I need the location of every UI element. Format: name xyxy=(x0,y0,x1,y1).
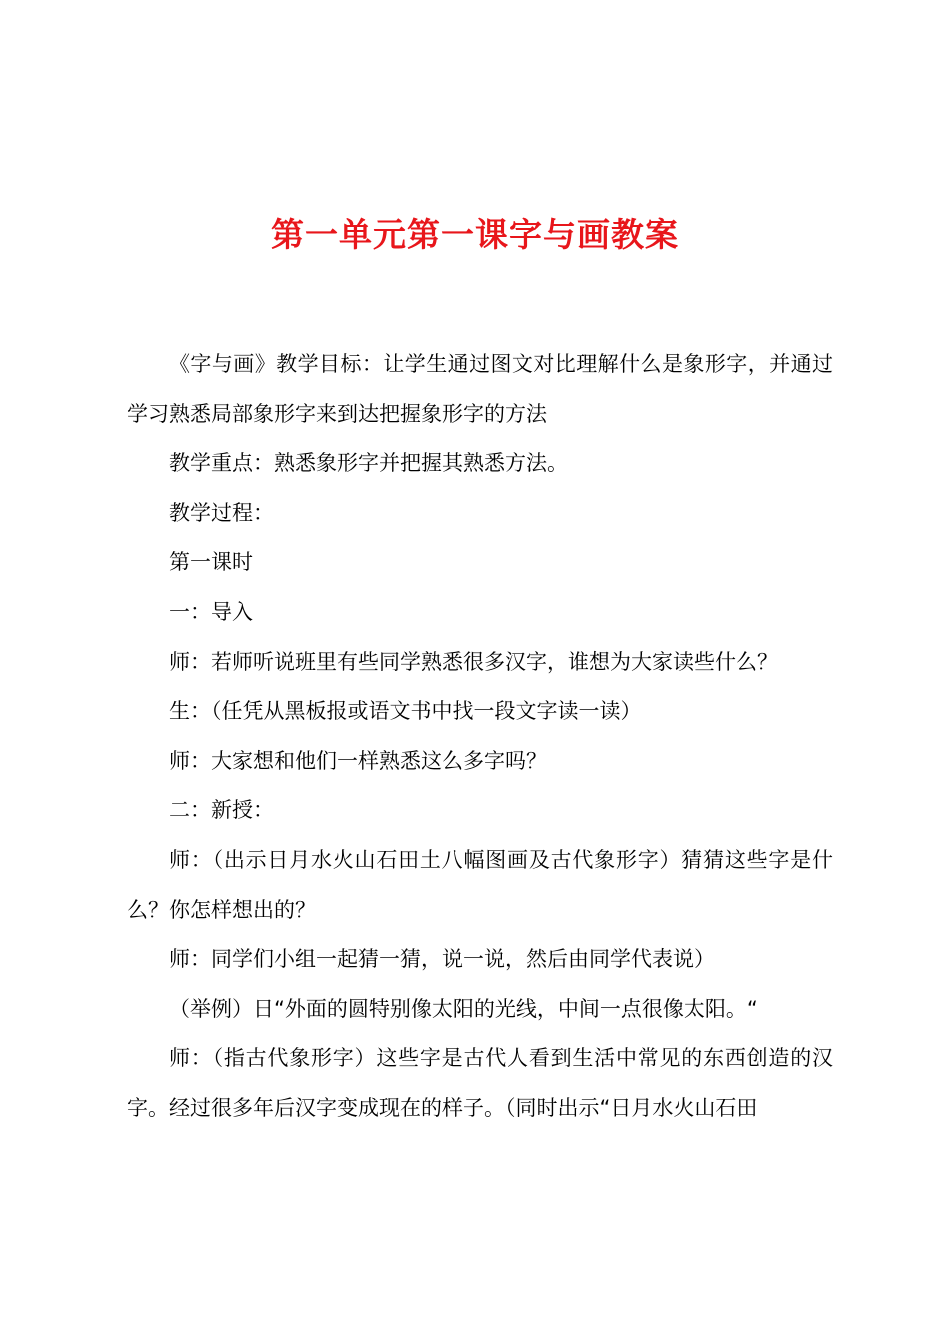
document-body xyxy=(127,340,833,1134)
paragraph-teaching-process: 教学过程： xyxy=(169,500,274,525)
paragraph-teacher-line: 师：（出示日月水火山石田土八幅图画及古代象形字）猜猜这些字是什么？你怎样想出的？ xyxy=(127,847,833,922)
paragraph-example-line: （举例）日“外面的圆特别像太阳的光线，中间一点很像太阳。“ xyxy=(169,996,758,1021)
paragraph-teaching-focus: 教学重点：熟悉象形字并把握其熟悉方法。 xyxy=(169,451,568,476)
paragraph-teaching-goal: 《字与画》教学目标：让学生通过图文对比理解什么是象形字，并通过学习熟悉局部象形字来到达把握象形字的方法 xyxy=(127,352,833,426)
paragraph-new-lesson-heading: 二：新授： xyxy=(169,798,274,823)
paragraph-teacher-line: 师：同学们小组一起猜一猜，说一说，然后由同学代表说） xyxy=(169,947,715,972)
paragraph-intro-heading: 一：导入 xyxy=(169,599,253,624)
paragraph-student-line: 生：（任凭从黑板报或语文书中找一段文字读一读） xyxy=(169,699,642,724)
paragraph-teacher-line: 师：大家想和他们一样熟悉这么多字吗？ xyxy=(169,748,547,773)
paragraph-teacher-line: 师：若师听说班里有些同学熟悉很多汉字，谁想为大家读些什么？ xyxy=(169,649,778,674)
paragraph-first-lesson: 第一课时 xyxy=(169,550,253,575)
paragraph-teacher-line: 师：（指古代象形字）这些字是古代人看到生活中常见的东西创造的汉字。经过很多年后汉字变成现在的样子。（同时出示“日月水火山石田 xyxy=(127,1046,833,1120)
document-title: 第一单元第一课字与画教案 xyxy=(271,215,679,254)
